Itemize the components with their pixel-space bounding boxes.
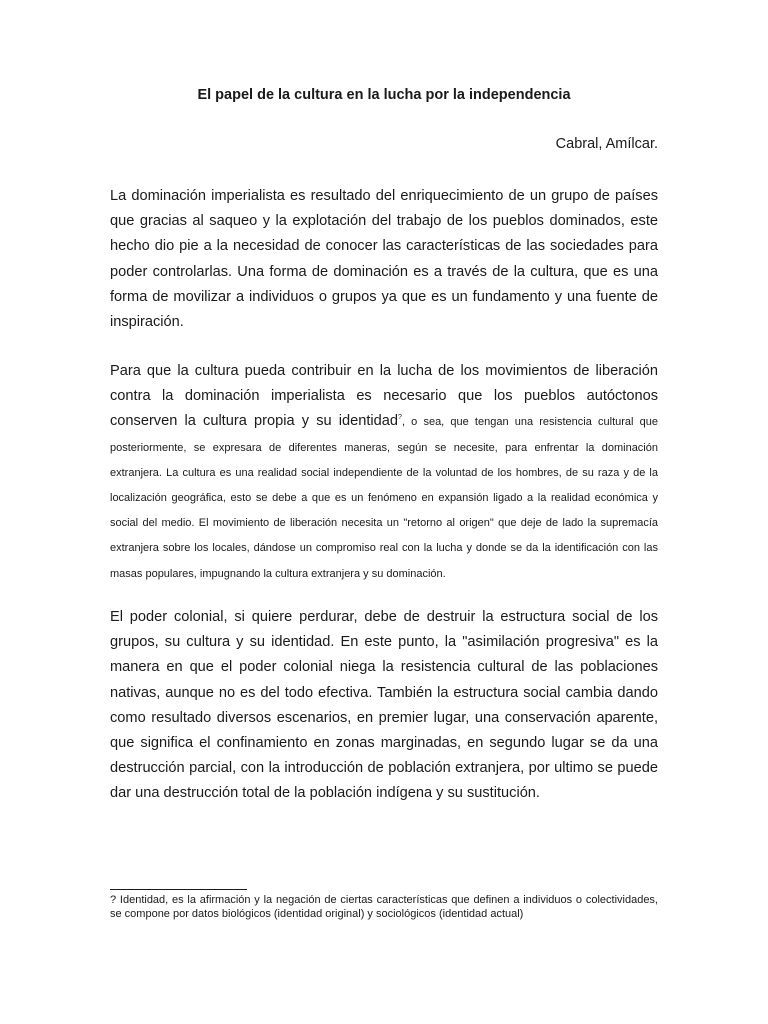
paragraph-2-rest: , o sea, que tengan una resistencia cultural que posteriormente, se expresara de diferentes maneras, según se necesite, para enfrentar la dominación extranjera. La cultura es una realidad social independiente de la voluntad de los hombres, de su raza y de la localización geográfica, esto se debe a que es un fenómeno en expansión ligado a la realidad económica y social del medio. El movimiento de liberación necesita un "retorno al origen" que deje de lado la supremacía extranjera sobre los locales, dándose un compromiso real con la lucha y donde se da la identificación con las masas populares, impugnando la cultura extranjera y su dominación.	[110, 416, 659, 580]
document-title: El papel de la cultura en la lucha por la independencia	[197, 87, 571, 103]
paragraph-3: El poder colonial, si quiere perdurar, debe de destruir la estructura social de los grupos, su cultura y su identidad. En este punto, la "asimilación progresiva" es la manera en que el poder colonial niega la resistencia cultural de las poblaciones nativas, aunque no es del todo efectiva. También la estructura social cambia dando como resultado diversos escenarios, en premier lugar, una conservación aparente, que significa el confinamiento en zonas marginadas, en segundo lugar se da una destrucción parcial, con la introducción de población extranjera, por ultimo se puede dar una destrucción total de la población indígena y su sustitución.	[110, 609, 658, 802]
footnote-text: ? Identidad, es la afirmación y la negación de ciertas características que definen a individuos o colectividades, se compone por datos biológicos (identidad original) y sociológicos (identidad actual)	[110, 894, 658, 920]
author-line: Cabral, Amílcar.	[555, 136, 658, 152]
paragraph-2	[110, 359, 658, 586]
paragraph-2-lead: Para que la cultura pueda contribuir en la lucha de los movimientos de liberación contra la dominación imperialista es necesario que los pueblos autóctonos conserven la cultura propia y su identidad	[110, 363, 658, 430]
paragraph-1: La dominación imperialista es resultado del enriquecimiento de un grupo de países que gracias al saqueo y la explotación del trabajo de los pueblos dominados, este hecho dio pie a la necesidad de conocer las características de las sociedades para poder controlarlas. Una forma de dominación es a través de la cultura, que es una forma de movilizar a individuos o grupos ya que es un fundamento y una fuente de inspiración.	[110, 188, 658, 331]
footnote-separator	[110, 889, 247, 890]
footnote-marker: ?	[398, 414, 402, 422]
